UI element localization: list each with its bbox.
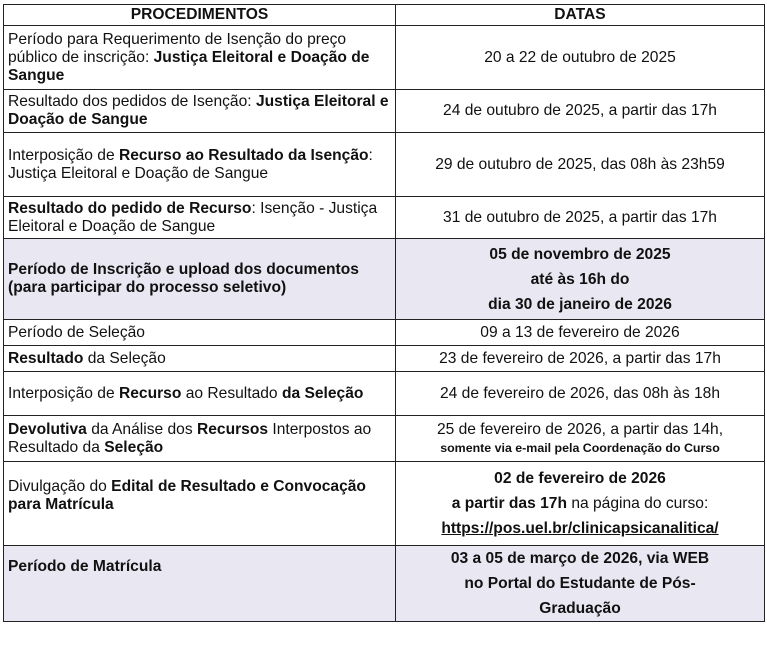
table-row [4,26,765,90]
schedule-table [3,4,765,622]
procedure-bold-text: Resultado do pedido de Recurso [8,199,252,217]
procedure-bold-text: Justiça Eleitoral e Doação de Sangue [8,93,389,128]
procedure-text: : Justiça Eleitoral e Doação de Sangue [8,146,373,182]
procedure-bold-text: Recurso [118,384,182,402]
date-cell [396,416,765,462]
procedure-text: Interposição de [8,146,119,164]
procedure-bold-text: Edital de Resultado e Convocação para Matrícula [8,478,366,513]
procedure-cell [4,239,396,320]
date-bold-text: a partir das 17h [451,495,567,512]
table-row [4,133,765,197]
table-row [4,346,765,372]
table-row [4,197,765,239]
date-cell: 29 de outubro de 2025, das 08h às 23h59 [396,133,765,197]
date-line: até às 16h do [530,270,630,288]
procedure-text: Interposição de [8,384,119,402]
date-line: dia 30 de janeiro de 2026 [488,295,672,313]
header-row [4,5,765,26]
date-text: na página do curso: [566,495,709,512]
procedure-bold-text: Justiça Eleitoral e Doação de Sangue [8,48,370,84]
procedure-text: da Análise dos [86,420,197,438]
procedure-bold-text: Devolutiva [8,420,87,438]
date-cell: 24 de fevereiro de 2026, das 08h às 18h [396,372,765,416]
date-cell: 23 de fevereiro de 2026, a partir das 17h [396,346,765,372]
date-line: no Portal do Estudante de Pós- [464,575,696,592]
procedure-cell [4,320,396,346]
date-note: somente via e-mail pela Coordenação do Curso [440,440,720,455]
procedure-cell [4,197,396,239]
procedure-text: ao Resultado [181,384,282,402]
table-row [4,320,765,346]
header-datas: DATAS [396,5,765,26]
date-cell [396,239,765,320]
date-cell: 20 a 22 de outubro de 2025 [396,26,765,90]
procedure-cell [4,416,396,462]
procedure-text: Interpostos ao Resultado da [8,420,372,456]
procedure-bold-text: da Seleção [281,384,364,402]
procedure-cell [4,346,396,372]
procedure-cell [4,90,396,133]
course-page-link[interactable]: https://pos.uel.br/clinicapsicanalitica/ [441,520,719,537]
date-cell [396,462,765,546]
procedure-cell [4,26,396,90]
header-procedimentos: PROCEDIMENTOS [4,5,396,26]
date-line: 05 de novembro de 2025 [489,245,671,263]
procedure-cell [4,546,396,622]
procedure-cell [4,462,396,546]
procedure-bold-text: Período de Matrícula [8,558,162,575]
procedure-bold-text: Recursos [196,420,269,438]
date-cell: 24 de outubro de 2025, a partir das 17h [396,90,765,133]
procedure-text: Resultado dos pedidos de Isenção: [8,93,256,110]
date-text: 25 de fevereiro de 2026, a partir das 14h, [436,420,724,438]
procedure-bold-text: Período de Inscrição e upload dos documentos (para participar do processo seletivo) [8,261,359,296]
procedure-bold-text: Seleção [104,438,164,456]
table-row [4,90,765,133]
procedure-cell [4,372,396,416]
date-cell [396,546,765,622]
date-line: Graduação [539,600,621,617]
date-title: 02 de fevereiro de 2026 [494,470,666,487]
table-row [4,462,765,546]
procedure-cell [4,133,396,197]
procedure-text: Período de Seleção [8,323,145,341]
procedure-text: da Seleção [83,349,166,367]
table-row [4,546,765,622]
date-cell: 31 de outubro de 2025, a partir das 17h [396,197,765,239]
table-row [4,239,765,320]
table-row [4,416,765,462]
procedure-text: Divulgação do [8,478,112,495]
procedure-text: Período para Requerimento de Isenção do preço público de inscrição: [8,30,347,66]
procedure-bold-text: Recurso ao Resultado da Isenção [118,146,369,164]
procedure-text: : Isenção - Justiça Eleitoral e Doação de Sangue [8,199,378,235]
date-line: 03 a 05 de março de 2026, via WEB [450,550,710,567]
procedure-bold-text: Resultado [8,349,84,367]
date-cell: 09 a 13 de fevereiro de 2026 [396,320,765,346]
table-row [4,372,765,416]
